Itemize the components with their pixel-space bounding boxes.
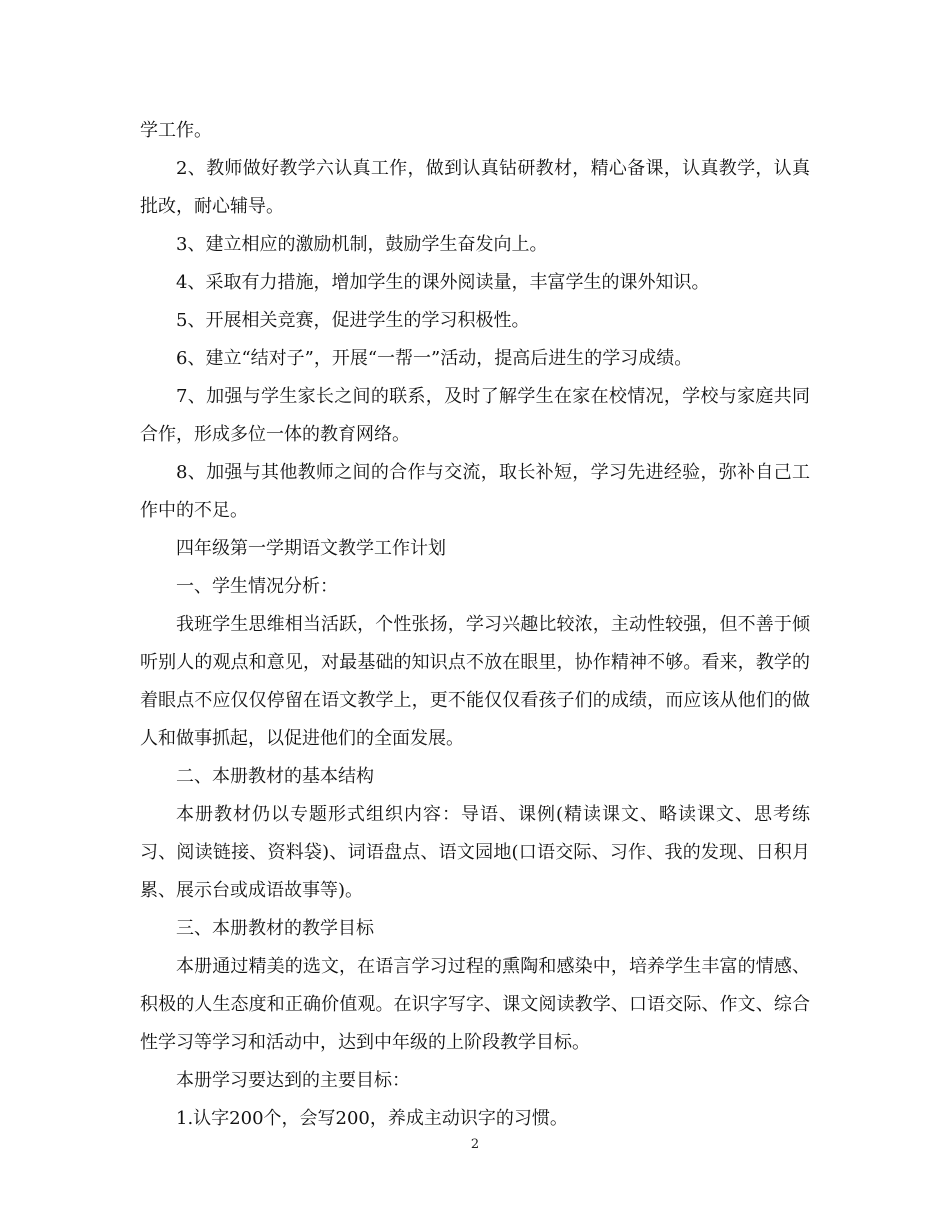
section-heading-student-analysis: 一、学生情况分析： <box>176 576 338 597</box>
paragraph-item-5: 5、开展相关竞赛，促进学生的学习积极性。 <box>176 310 530 331</box>
paragraph-goal-1: 1.认字200个，会写200，养成主动识字的习惯。 <box>176 1108 568 1129</box>
paragraph-main-goals-intro: 本册学习要达到的主要目标： <box>176 1070 410 1091</box>
section-heading-teaching-goals: 三、本册教材的教学目标 <box>176 918 374 939</box>
paragraph-continuation: 学工作。 <box>140 120 212 141</box>
paragraph-item-3: 3、建立相应的激励机制，鼓励学生奋发向上。 <box>176 234 548 255</box>
paragraph-teaching-goals: 本册通过精美的选文，在语言学习过程的熏陶和感染中，培养学生丰富的情感、积极的人生态度和正确价值观。在识字写字、课文阅读教学、口语交际、作文、综合性学习等学习和活动中，达到中年级的上阶段教学目标。 <box>140 956 810 1053</box>
plan-title: 四年级第一学期语文教学工作计划 <box>176 538 446 559</box>
page-number: 2 <box>470 1137 480 1152</box>
paragraph-textbook-structure: 本册教材仍以专题形式组织内容：导语、课例(精读课文、略读课文、思考练习、阅读链接、资料袋)、词语盘点、语文园地(口语交际、习作、我的发现、日积月累、展示台或成语故事等)。 <box>140 804 810 901</box>
paragraph-item-6: 6、建立“结对子”，开展“一帮一”活动，提高后进生的学习成绩。 <box>176 348 693 369</box>
paragraph-item-2: 2、教师做好教学六认真工作，做到认真钻研教材，精心备课，认真教学，认真批改，耐心辅导。 <box>140 158 810 217</box>
paragraph-item-4: 4、采取有力措施，增加学生的课外阅读量，丰富学生的课外知识。 <box>176 272 710 293</box>
section-heading-textbook-structure: 二、本册教材的基本结构 <box>176 766 374 787</box>
document-body <box>140 112 810 1138</box>
paragraph-item-7: 7、加强与学生家长之间的联系，及时了解学生在家在校情况，学校与家庭共同合作，形成多位一体的教育网络。 <box>140 386 810 445</box>
paragraph-student-analysis: 我班学生思维相当活跃，个性张扬，学习兴趣比较浓，主动性较强，但不善于倾听别人的观点和意见，对最基础的知识点不放在眼里，协作精神不够。看来，教学的着眼点不应仅仅停留在语文教学上，更不能仅仅看孩子们的成绩，而应该从他们的做人和做事抓起，以促进他们的全面发展。 <box>140 614 810 749</box>
paragraph-item-8: 8、加强与其他教师之间的合作与交流，取长补短，学习先进经验，弥补自己工作中的不足。 <box>140 462 810 521</box>
